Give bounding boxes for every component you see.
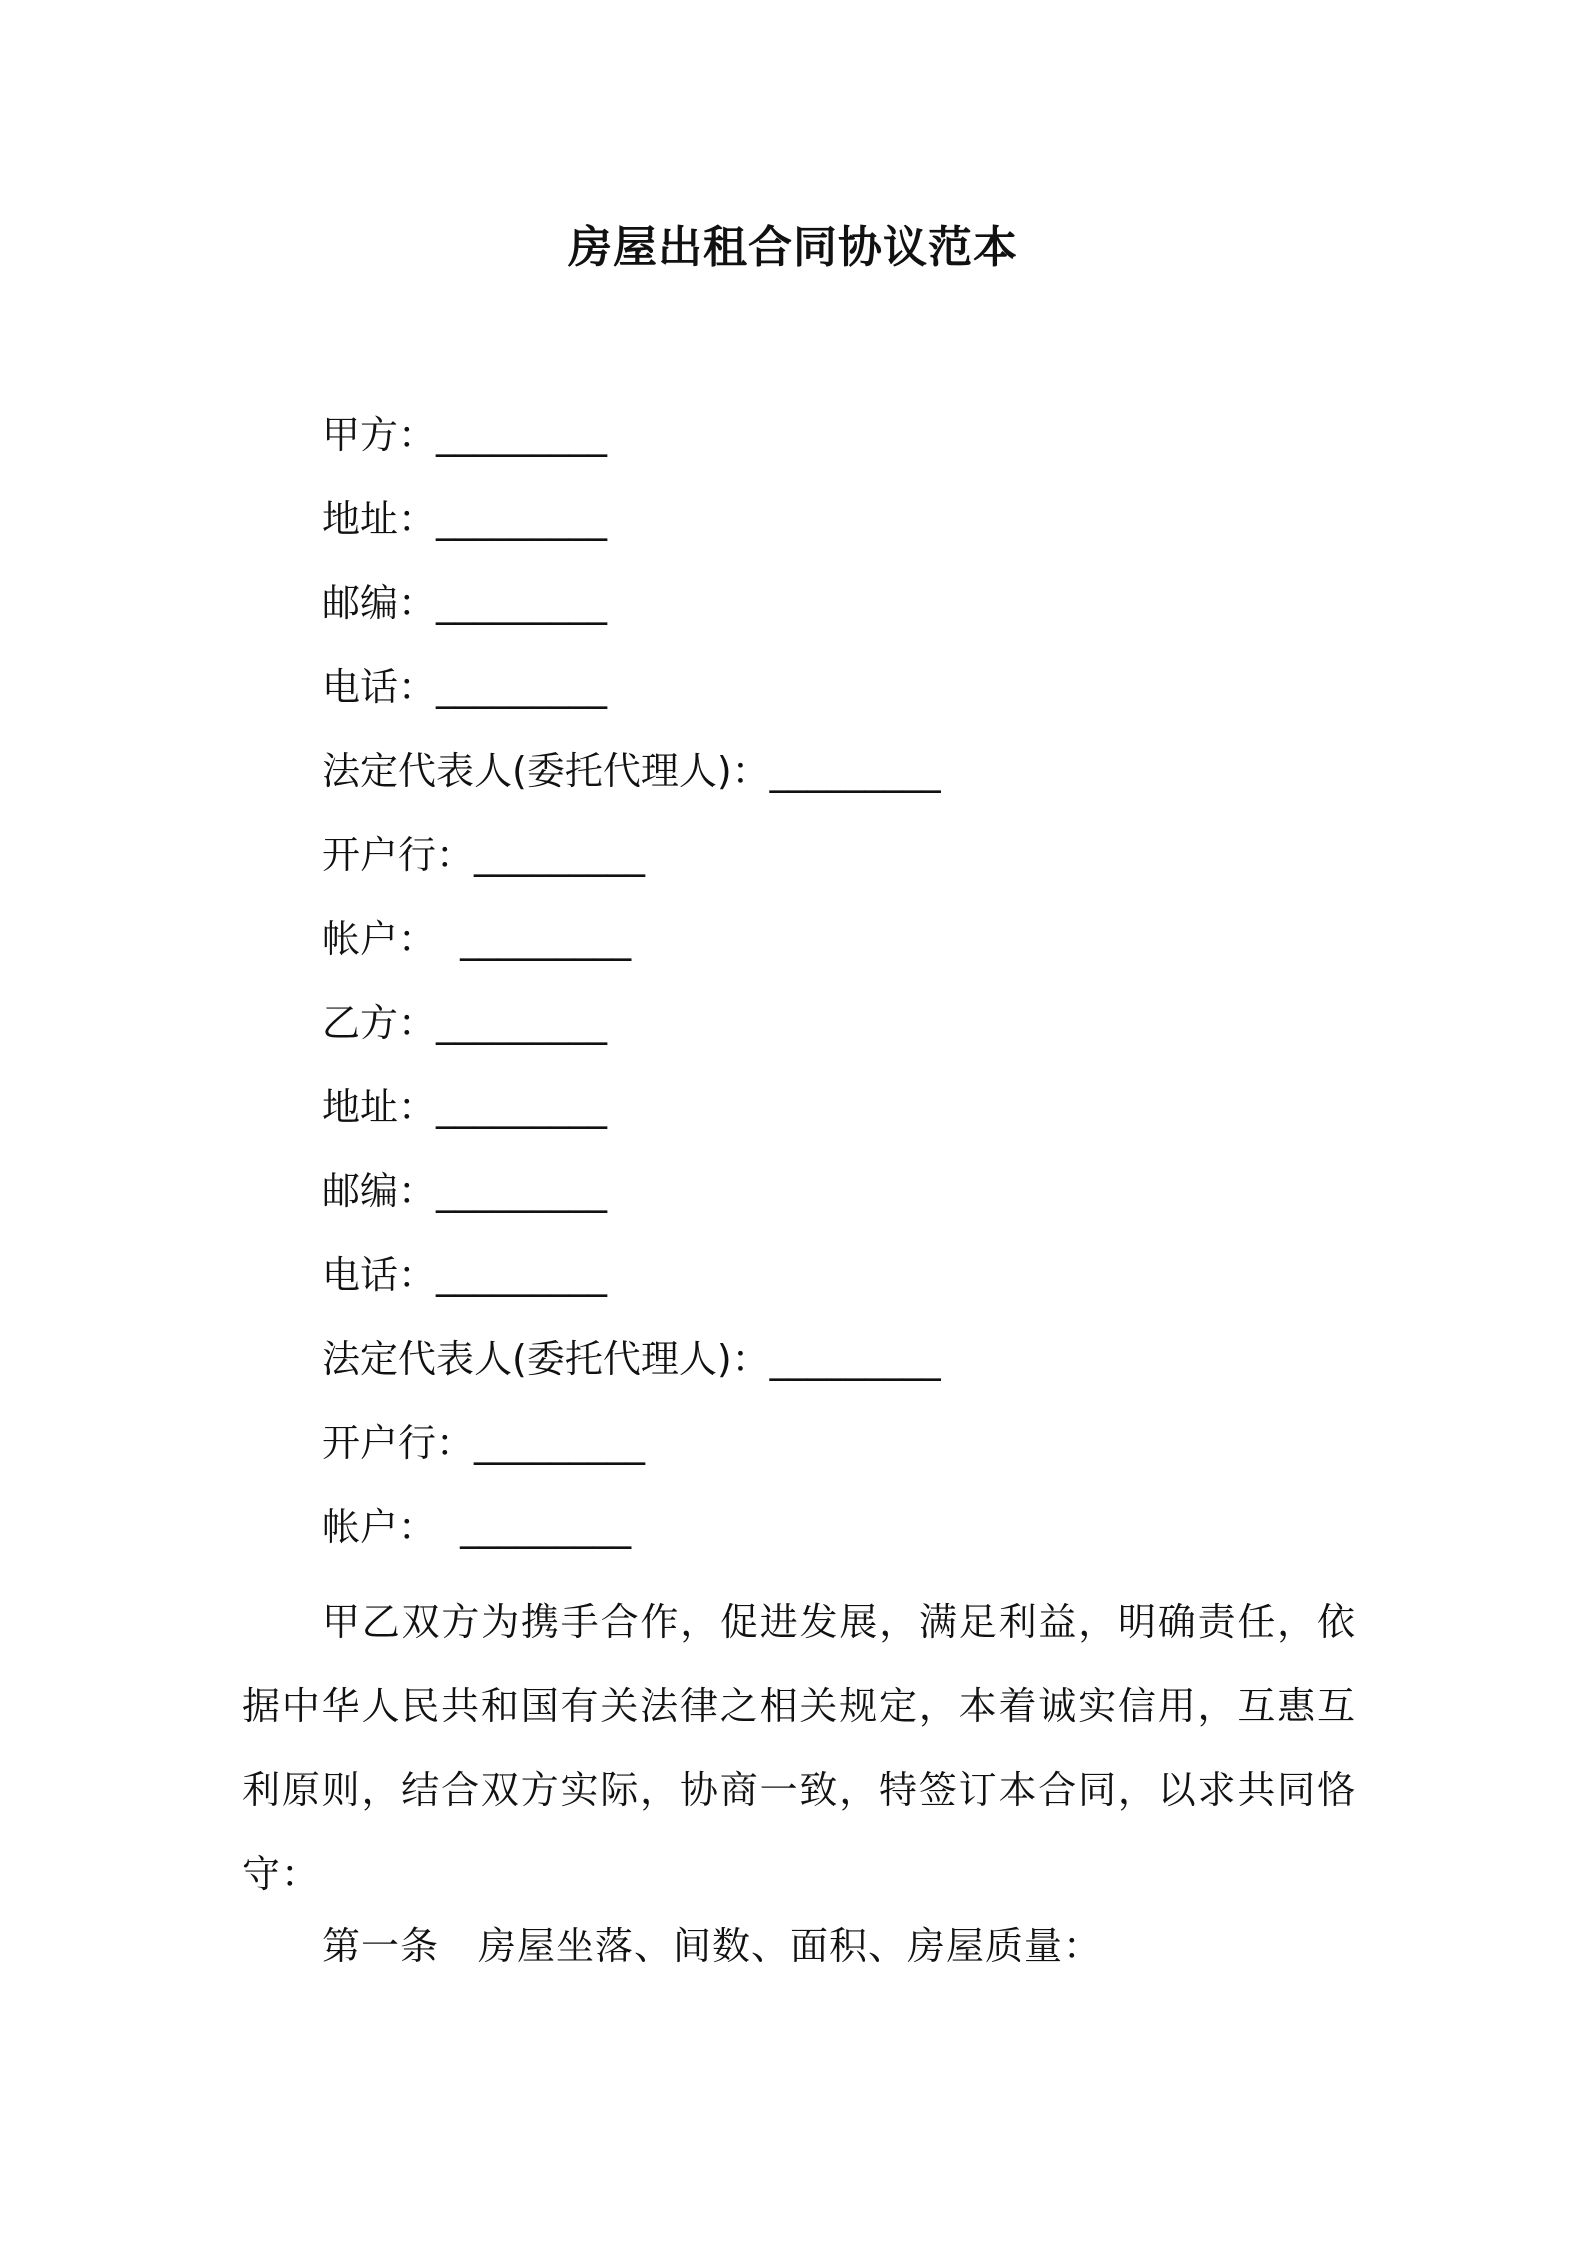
intro-paragraph: 甲乙双方为携手合作，促进发展，满足利益，明确责任，依据中华人民共和国有关法律之相关规定，本着诚实信用，互惠互利原则，结合双方实际，协商一致，特签订本合同，以求共同恪守： [242, 1600, 1356, 1896]
party-fields [322, 405, 1422, 1581]
field-label: 甲方： [322, 413, 437, 457]
field-blank: _________ [436, 413, 608, 457]
field-blank: _________ [436, 581, 608, 625]
field-party-b-address [322, 1077, 1422, 1161]
field-party-a-phone [322, 657, 1422, 741]
field-party-b-phone [322, 1245, 1422, 1329]
field-label: 帐户： [322, 917, 437, 961]
field-party-a-address [322, 489, 1422, 573]
field-label: 帐户： [322, 1505, 437, 1549]
field-blank: _________ [436, 497, 608, 541]
field-party-a-bank [322, 825, 1422, 909]
field-party-b-bank [322, 1413, 1422, 1497]
field-label: 地址： [322, 1085, 437, 1129]
field-party-b-postcode [322, 1161, 1422, 1245]
field-blank: _________ [436, 1085, 608, 1129]
field-party-b-account [322, 1497, 1422, 1581]
field-party-a-representative [322, 741, 1422, 825]
field-blank: _________ [769, 749, 941, 793]
field-label: 开户行： [322, 833, 475, 877]
field-party-a-postcode [322, 573, 1422, 657]
field-label: 电话： [322, 1253, 437, 1297]
field-blank: _________ [436, 1253, 608, 1297]
field-label: 开户行： [322, 1421, 475, 1465]
field-label: 法定代表人(委托代理人)： [322, 749, 770, 793]
field-party-a-account [322, 909, 1422, 993]
field-label: 法定代表人(委托代理人)： [322, 1337, 770, 1381]
article-1-heading: 第一条 房屋坐落、间数、面积、房屋质量： [322, 1924, 1103, 1968]
field-label: 乙方： [322, 1001, 437, 1045]
field-blank: _________ [436, 917, 632, 961]
field-label: 邮编： [322, 581, 437, 625]
field-blank: _________ [436, 1001, 608, 1045]
field-blank: _________ [436, 1505, 632, 1549]
field-party-a-name [322, 405, 1422, 489]
document-title: 房屋出租合同协议范本 [568, 222, 1018, 273]
field-party-b-name [322, 993, 1422, 1077]
field-blank: _________ [769, 1337, 941, 1381]
field-blank: _________ [436, 1169, 608, 1213]
field-blank: _________ [474, 1421, 646, 1465]
field-party-b-representative [322, 1329, 1422, 1413]
field-label: 邮编： [322, 1169, 437, 1213]
field-blank: _________ [436, 665, 608, 709]
field-blank: _________ [474, 833, 646, 877]
field-label: 地址： [322, 497, 437, 541]
field-label: 电话： [322, 665, 437, 709]
